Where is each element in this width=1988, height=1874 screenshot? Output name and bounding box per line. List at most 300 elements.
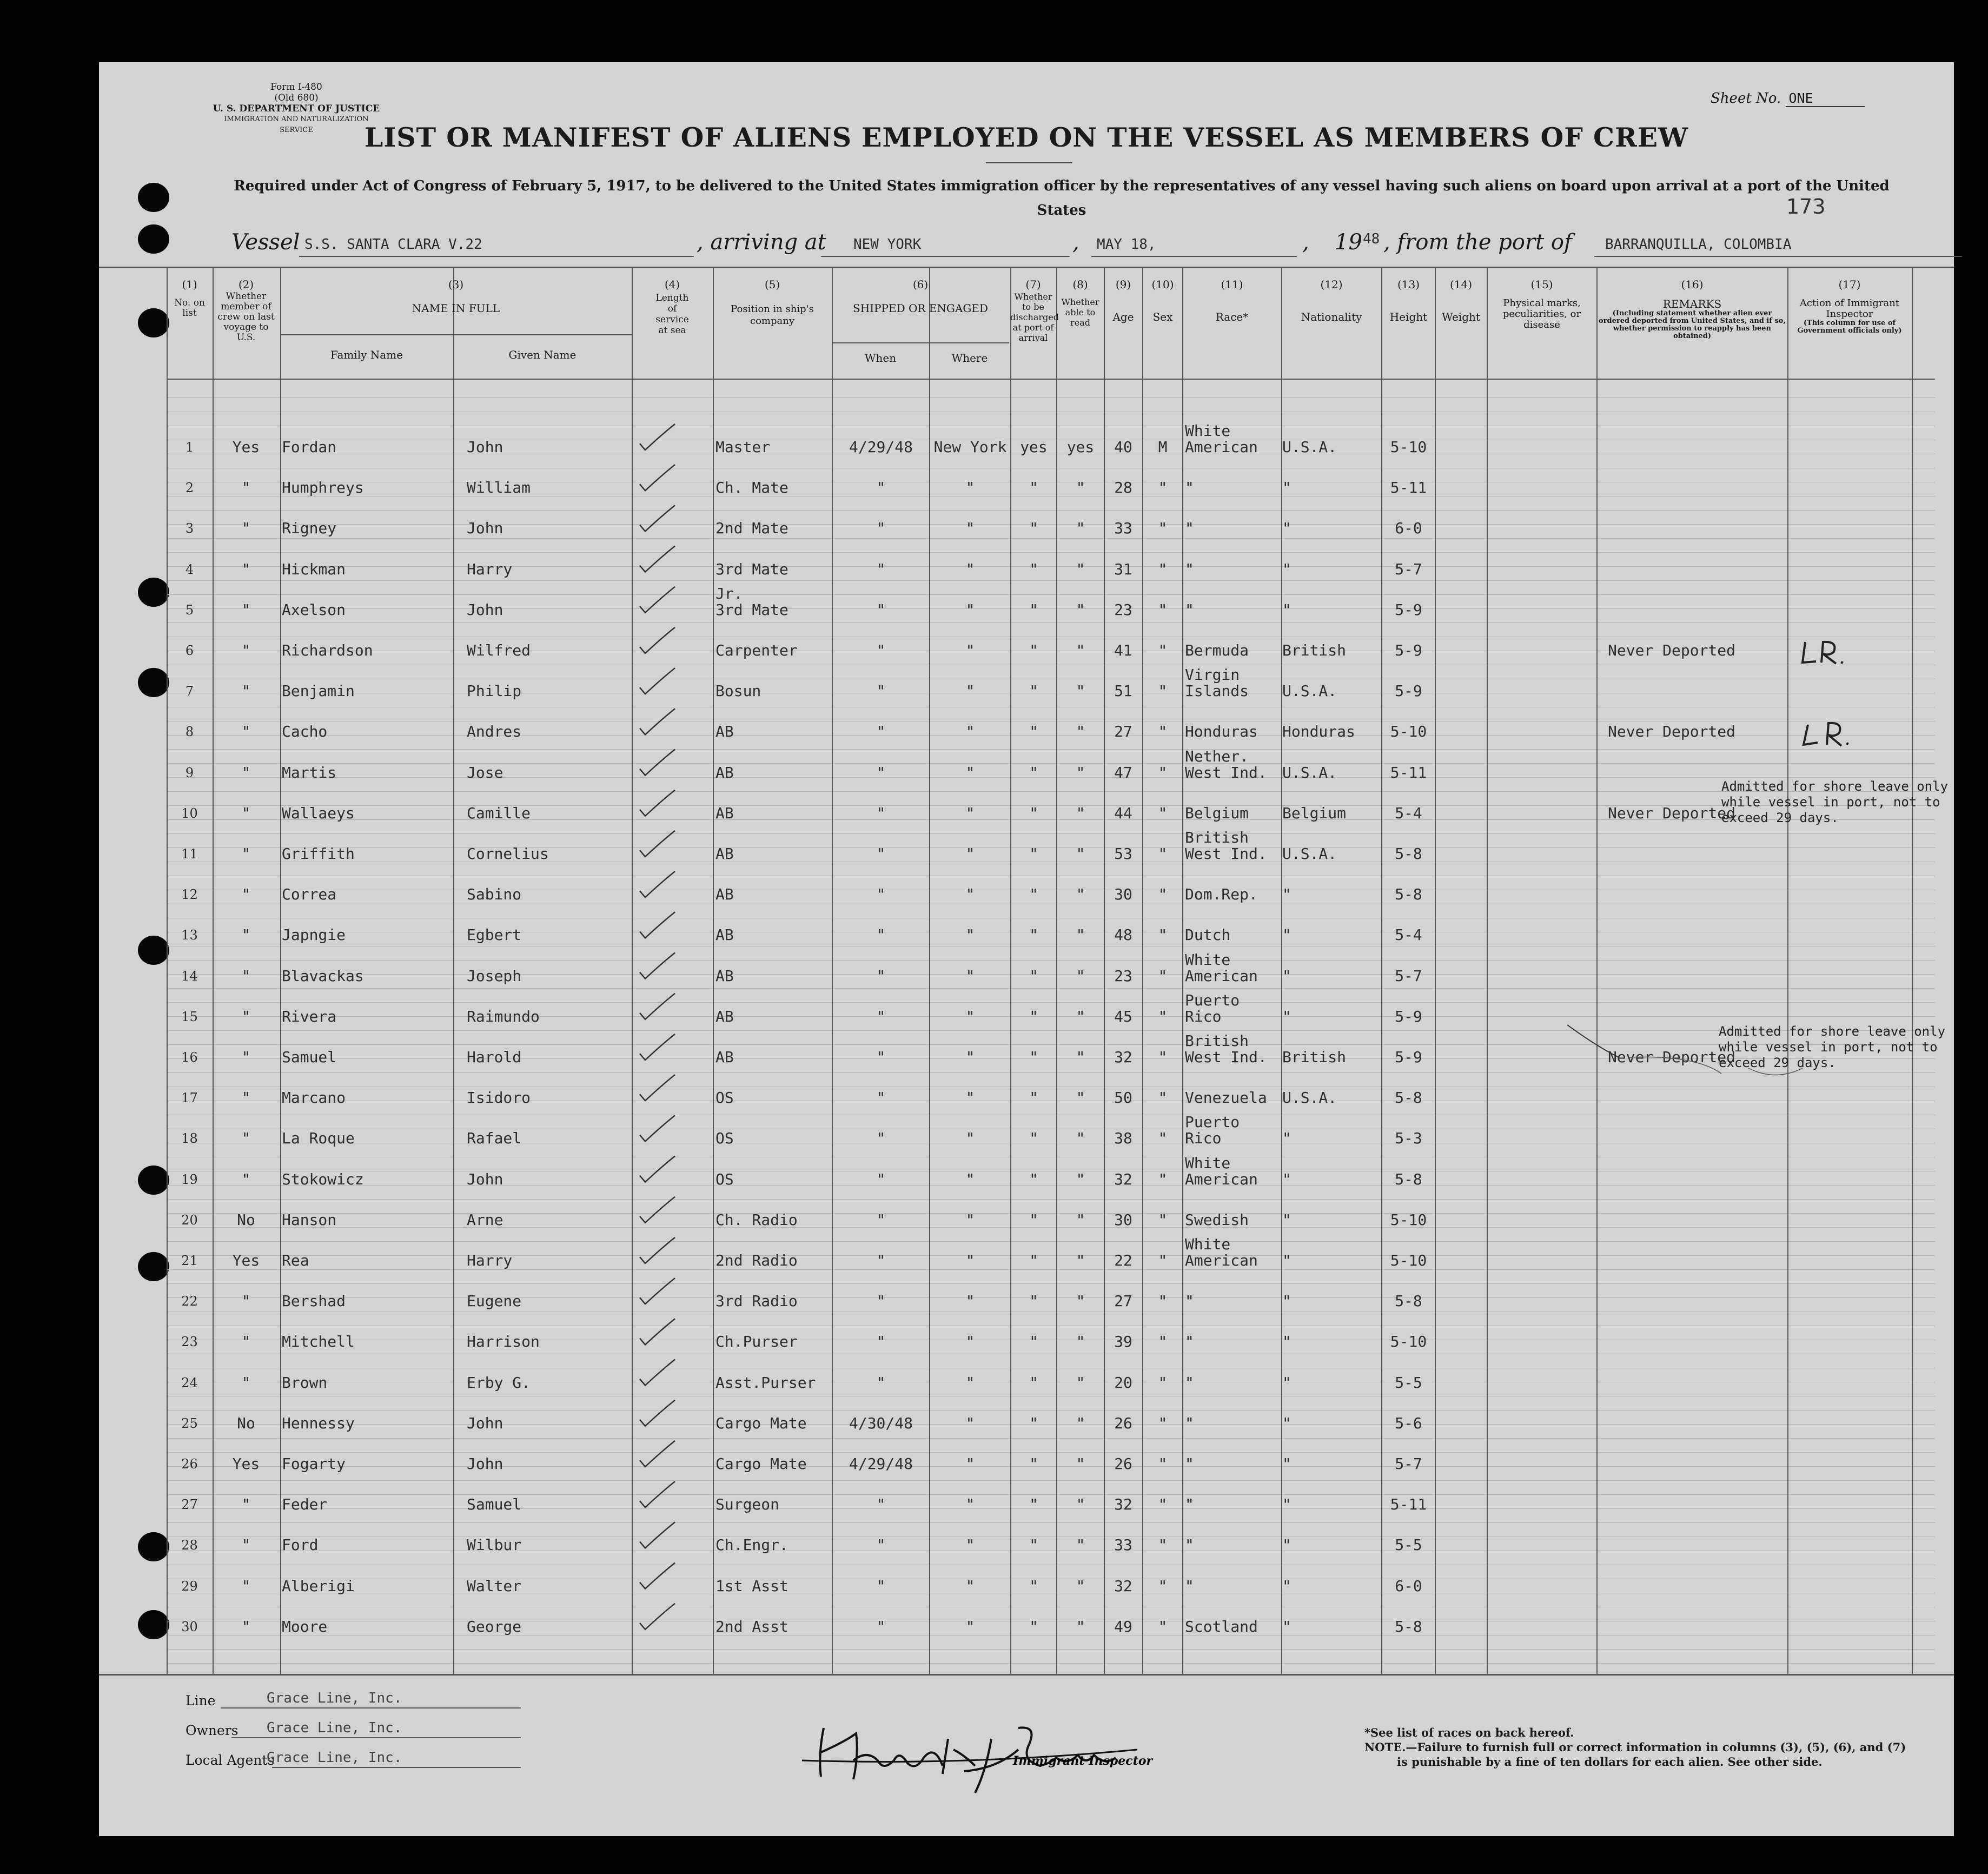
shipped-where: " [965,1210,975,1229]
given-name: Raimundo [467,1007,540,1025]
column-rule [1487,268,1488,1674]
shipped-when: " [876,723,886,741]
last-voyage: " [241,966,251,985]
shipped-when: 4/29/48 [849,438,913,456]
height: 5-3 [1395,1129,1422,1148]
shipped-when: " [876,600,886,619]
col-10-header [1143,279,1182,323]
age: 32 [1114,1048,1132,1066]
age: 27 [1114,723,1132,741]
age: 23 [1114,966,1132,985]
service-check-icon [640,546,675,572]
able-to-read: " [1076,641,1085,659]
shipped-where: " [965,1333,975,1351]
position: 2nd Mate [715,519,788,538]
col-11-header [1183,279,1281,323]
nationality: " [1282,1292,1291,1310]
last-voyage: " [241,1129,251,1148]
row-number: 20 [181,1212,198,1228]
discharged: " [1029,1292,1038,1310]
service-check-icon [640,424,675,450]
race: " [1185,1495,1194,1514]
height: 5-6 [1395,1414,1422,1432]
sex: " [1158,1292,1168,1310]
row-number: 4 [185,561,194,577]
height: 5-10 [1390,1251,1427,1269]
col-17-header [1788,279,1911,335]
col-3-header [280,279,632,314]
age: 22 [1114,1251,1132,1269]
col-12-number: (12) [1320,278,1343,291]
vessel-name: S.S. SANTA CLARA V.22 [304,236,482,253]
shipped-when: " [876,1536,886,1554]
ruled-line [167,1044,1935,1045]
age: 33 [1114,1536,1132,1554]
ruled-line [167,960,1935,961]
service-check-icon [640,790,675,816]
last-voyage: " [241,1617,251,1635]
last-voyage: " [241,804,251,822]
position: Cargo Mate [715,1414,807,1432]
able-to-read: " [1076,1251,1085,1269]
discharged: " [1029,966,1038,985]
shipped-when: 4/29/48 [849,1455,913,1473]
table-top-rule [99,267,1954,268]
sex: " [1158,1536,1168,1554]
shipped-where: " [965,1455,975,1473]
service-check-icon [640,1441,675,1467]
last-voyage: " [241,763,251,782]
arrival-date: MAY 18, [1097,236,1156,253]
lr-initials-icon [1804,723,1848,746]
race: Virgin Islands [1185,666,1249,700]
race: " [1185,600,1194,619]
position: Ch. Mate [715,479,788,497]
last-voyage: " [241,1577,251,1595]
nationality: Belgium [1282,804,1347,822]
service-check-icon [640,1522,675,1548]
remarks: Never Deported [1608,1048,1736,1066]
family-name: Correa [282,885,337,904]
row-number: 2 [185,480,194,496]
height: 5-8 [1395,1170,1422,1188]
height: 5-7 [1395,1455,1422,1473]
column-rule [1912,268,1913,1674]
race: Nether. West Ind. [1185,747,1267,782]
given-name: Walter [467,1577,522,1595]
agents-label: Local Agents [185,1752,275,1768]
given-name: John [467,1455,503,1473]
race: British West Ind. [1185,1032,1267,1066]
discharged: " [1029,845,1038,863]
sex: " [1158,1048,1168,1066]
family-name: Brown [282,1373,328,1392]
able-to-read: " [1076,1617,1085,1635]
nationality: " [1282,600,1291,619]
family-name: Feder [282,1495,328,1514]
ruled-line [167,1480,1935,1481]
sex: " [1158,1373,1168,1392]
able-to-read: " [1076,1292,1085,1310]
height: 5-8 [1395,885,1422,904]
sex: " [1158,600,1168,619]
race: " [1185,1292,1194,1310]
height: 5-5 [1395,1373,1422,1392]
age: 41 [1114,641,1132,659]
age: 32 [1114,1170,1132,1188]
shipped-when: " [876,926,886,944]
last-voyage: " [241,1048,251,1066]
row-number: 18 [181,1131,198,1147]
position: AB [715,804,734,822]
given-name-header: Given Name [508,348,576,361]
race: Bermuda [1185,641,1249,659]
last-voyage: " [241,560,251,578]
col-4-number: (4) [664,278,680,291]
nationality: " [1282,1373,1291,1392]
position: Asst.Purser [715,1373,816,1392]
column-rule [632,268,633,1674]
family-name: Japngie [282,926,346,944]
sex: " [1158,1455,1168,1473]
able-to-read: yes [1066,438,1095,456]
date-comma: , [1072,230,1079,255]
race: " [1185,479,1194,497]
age: 44 [1114,804,1132,822]
height: 5-9 [1395,1007,1422,1025]
shipped-where: " [965,1617,975,1635]
discharged: " [1029,1129,1038,1148]
vessel-label: Vessel [231,230,300,255]
last-voyage: No [237,1414,255,1432]
discharged: " [1029,1617,1038,1635]
nationality: U.S.A. [1282,682,1337,700]
family-name: Hanson [282,1210,337,1229]
col-13-title: Height [1389,310,1428,323]
col-4-title: Length of service at sea [655,293,689,336]
owners-value: Grace Line, Inc. [267,1720,402,1736]
able-to-read: " [1076,600,1085,619]
height: 5-8 [1395,1617,1422,1635]
from-port: BARRANQUILLA, COLOMBIA [1605,236,1792,253]
age: 32 [1114,1495,1132,1514]
row-number: 13 [181,928,198,943]
agents-underline [272,1767,521,1768]
able-to-read: " [1076,1455,1085,1473]
col-12-title: Nationality [1301,310,1362,323]
agents-value: Grace Line, Inc. [267,1750,402,1766]
race: White American [1185,1235,1258,1269]
discharged: " [1029,1170,1038,1188]
able-to-read: " [1076,1333,1085,1351]
nationality: " [1282,1251,1291,1269]
row-number: 26 [181,1456,198,1472]
from-port-underline [1594,256,1962,257]
column-rule [713,268,714,1674]
discharged: " [1029,1536,1038,1554]
given-name: Joseph [467,966,522,985]
height: 5-8 [1395,1089,1422,1107]
height: 5-5 [1395,1536,1422,1554]
race: Swedish [1185,1210,1249,1229]
name-subheader-rule [280,334,632,335]
col-11-title: Race* [1215,310,1249,323]
race: British West Ind. [1185,829,1267,863]
nationality: U.S.A. [1282,1089,1337,1107]
discharged: " [1029,1007,1038,1025]
given-name: John [467,1170,503,1188]
ruled-line [167,1410,1935,1411]
last-voyage: " [241,1333,251,1351]
row-number: 30 [181,1619,198,1634]
col-15-title: Physical marks, peculiarities, or disease [1502,297,1581,330]
ruled-line [167,594,1935,595]
sex: " [1158,1333,1168,1351]
col-8-number: (8) [1072,278,1088,291]
nationality: " [1282,1414,1291,1432]
row-number: 14 [181,968,198,984]
family-name: Mitchell [282,1333,355,1351]
row-number: 10 [181,805,198,821]
position: Ch.Purser [715,1333,798,1351]
shipped-where: " [965,641,975,659]
given-name: Erby G. [467,1373,531,1392]
sex: " [1158,1577,1168,1595]
able-to-read: " [1076,966,1085,985]
shipped-where: " [965,1007,975,1025]
last-voyage: Yes [232,1251,260,1269]
col-2-title: Whether member of crew on last voyage to U.S. [217,291,275,343]
sex: " [1158,926,1168,944]
position: Surgeon [715,1495,780,1514]
age: 49 [1114,1617,1132,1635]
shipped-where: " [965,1251,975,1269]
race: " [1185,560,1194,578]
binder-hole [138,183,169,212]
position: OS [715,1129,734,1148]
shipped-when: 4/30/48 [849,1414,913,1432]
discharged: " [1029,1210,1038,1229]
penalty-note: NOTE.—Failure to furnish full or correct information in columns (3), (5), (6), and (7) [1364,1740,1906,1754]
able-to-read: " [1076,763,1085,782]
position: 3rd Radio [715,1292,798,1310]
shore-leave-note: Admitted for shore leave only while vessel in port, not to exceed 29 days. [1719,1024,1946,1070]
col-1-number: (1) [182,278,197,291]
owners-underline [231,1737,521,1738]
binder-hole [138,224,169,254]
race: " [1185,1414,1194,1432]
service-check-icon [640,1604,675,1630]
age: 39 [1114,1333,1132,1351]
shipped-when: " [876,1129,886,1148]
binder-hole [138,936,169,965]
binder-hole [138,1166,169,1195]
from-port-label: , from the port of [1383,230,1572,255]
given-name: Sabino [467,885,522,904]
col-1-title: No. on list [174,297,205,319]
height: 5-10 [1390,723,1427,741]
ruled-line [167,749,1935,750]
service-check-icon [640,1319,675,1345]
ruled-line [167,1663,1935,1664]
year-prefix: 19 [1335,230,1362,255]
height: 5-11 [1390,763,1427,782]
sex: " [1158,479,1168,497]
binder-hole [138,1532,169,1561]
shipped-when: " [876,560,886,578]
position: AB [715,1007,734,1025]
family-name: Wallaeys [282,804,355,822]
shipped-when: " [876,1007,886,1025]
col-13-header [1382,279,1435,323]
race: Honduras [1185,723,1258,741]
given-name: John [467,519,503,538]
position: 1st Asst [715,1577,788,1595]
age: 23 [1114,600,1132,619]
row-number: 5 [185,602,194,618]
family-name: Hickman [282,560,346,578]
family-name: Rigney [282,519,337,538]
ruled-line [167,580,1935,581]
nationality: " [1282,926,1291,944]
family-name: Marcano [282,1089,346,1107]
row-number: 11 [181,846,198,862]
family-name: Axelson [282,600,346,619]
service-check-icon [640,1278,675,1304]
binder-hole [138,668,169,697]
discharged: yes [1020,438,1048,456]
col-2-number: (2) [238,278,254,291]
col-9-number: (9) [1115,278,1131,291]
ruled-line [167,1649,1935,1650]
col-1-header [167,279,213,319]
col-11-number: (11) [1221,278,1243,291]
nationality: U.S.A. [1282,845,1337,863]
given-name: Samuel [467,1495,522,1514]
shipped-when: " [876,479,886,497]
sex: " [1158,1007,1168,1025]
height: 5-10 [1390,1210,1427,1229]
remarks: Never Deported [1608,804,1736,822]
given-name: Jose [467,763,503,782]
arriving-label: , arriving at [697,230,826,255]
discharged: " [1029,1495,1038,1514]
race: Venezuela [1185,1089,1267,1107]
inspector-label: Immigrant Inspector [1013,1754,1153,1768]
sex: " [1158,804,1168,822]
shipped-when: " [876,1617,886,1635]
shipped-where: " [965,966,975,985]
able-to-read: " [1076,1536,1085,1554]
col-3-number: (3) [448,278,464,291]
family-name: Fordan [282,438,337,456]
ruled-line [167,1283,1935,1284]
col-16-header [1598,279,1787,340]
given-name: Isidoro [467,1089,531,1107]
service-check-icon [640,465,675,491]
given-name: Harrison [467,1333,540,1351]
race: White American [1185,950,1258,985]
nationality: " [1282,1333,1291,1351]
row-number: 8 [185,724,194,740]
sex: " [1158,1414,1168,1432]
last-voyage: No [237,1210,255,1229]
sex: " [1158,1617,1168,1635]
height: 5-4 [1395,804,1422,822]
position: AB [715,763,734,782]
discharged: " [1029,1455,1038,1473]
shipped-where-header: Where [951,352,988,365]
discharged: " [1029,1414,1038,1432]
age: 32 [1114,1577,1132,1595]
owners-label: Owners [185,1723,238,1738]
sex: " [1158,763,1168,782]
sheet-number [1711,90,1865,107]
family-name: Rea [282,1251,309,1269]
nationality: U.S.A. [1282,438,1337,456]
shipped-when: " [876,1251,886,1269]
height: 6-0 [1395,519,1422,538]
given-name: Wilbur [467,1536,522,1554]
service-check-icon [640,668,675,694]
given-name: Arne [467,1210,503,1229]
shipped-when: " [876,1577,886,1595]
row-number: 21 [181,1253,198,1268]
row-number: 19 [181,1171,198,1187]
page-title: LIST OR MANIFEST OF ALIENS EMPLOYED ON THE VESSEL AS MEMBERS OF CREW [364,122,1689,153]
shipped-when: " [876,804,886,822]
shipped-when: " [876,519,886,538]
row-number: 28 [181,1538,198,1553]
last-voyage: " [241,682,251,700]
shipped-when-header: When [864,352,897,365]
able-to-read: " [1076,479,1085,497]
service-check-icon [640,1156,675,1182]
shipped-where: New York [933,438,1007,456]
able-to-read: " [1076,1089,1085,1107]
position: AB [715,845,734,863]
given-name: Egbert [467,926,522,944]
shipped-where: " [965,1536,975,1554]
able-to-read: " [1076,804,1085,822]
ruled-line [167,538,1935,539]
col-14-title: Weight [1442,310,1480,323]
last-voyage: " [241,1373,251,1392]
position: AB [715,966,734,985]
discharged: " [1029,682,1038,700]
ruled-line [167,510,1935,511]
age: 26 [1114,1414,1132,1432]
ruled-line [167,791,1935,792]
row-number: 3 [185,521,194,537]
race-footnote: *See list of races on back hereof. [1364,1726,1574,1739]
nationality: U.S.A. [1282,763,1337,782]
old-form-number: (Old 680) [274,92,319,103]
last-voyage: " [241,845,251,863]
family-name: Humphreys [282,479,364,497]
given-name: Cornelius [467,845,549,863]
last-voyage: Yes [232,1455,260,1473]
line-label: Line [185,1693,216,1709]
position: OS [715,1170,734,1188]
age: 40 [1114,438,1132,456]
ruled-line [167,1438,1935,1439]
binder-hole [138,1252,169,1281]
shipped-where: " [965,885,975,904]
row-number: 9 [185,765,194,780]
col-13-number: (13) [1397,278,1420,291]
shipped-when: " [876,763,886,782]
